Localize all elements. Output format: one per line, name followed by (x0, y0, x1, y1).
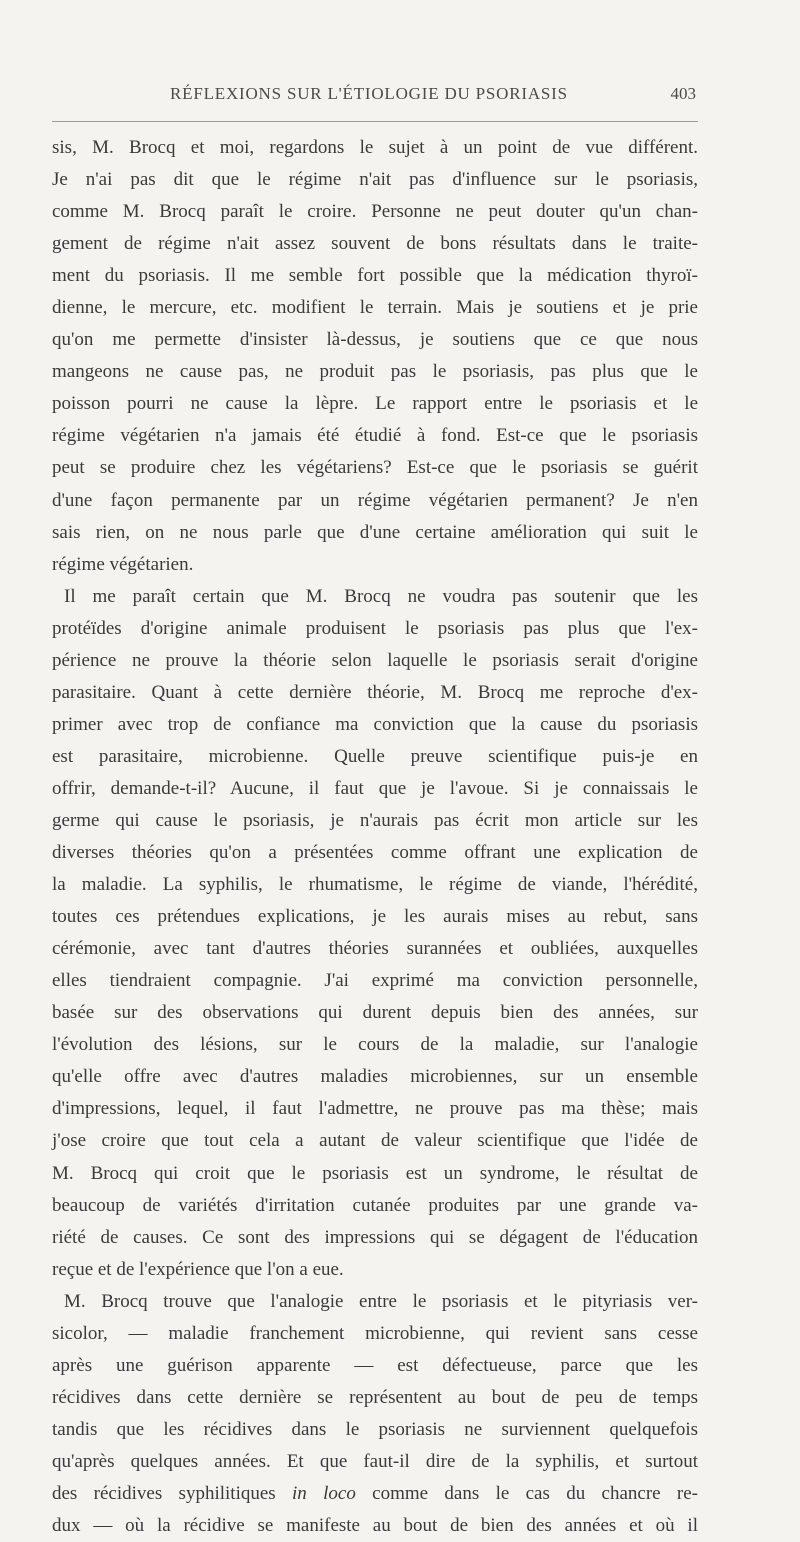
text-line: sais rien, on ne nous parle que d'une certaine amélioration qui suit le (52, 521, 698, 543)
text-line: régime végétarien n'a jamais été étudié à fond. Est-ce que le psoriasis (52, 425, 698, 447)
text-line: Il me paraît certain que M. Brocq ne voudra pas soutenir que les (64, 585, 698, 607)
text-line: tandis que les récidives dans le psoriasis ne surviennent quelquefois (52, 1418, 698, 1440)
text-line: des récidives syphilitiques in loco comme dans le cas du chancre re- (52, 1482, 699, 1504)
running-header (170, 84, 696, 112)
text-line: qu'après quelques années. Et que faut-il dire de la syphilis, et surtout (52, 1450, 698, 1472)
page-number: 403 (670, 84, 696, 103)
text-line: j'ose croire que tout cela a autant de valeur scientifique que l'idée de (52, 1130, 698, 1152)
text-line: périence ne prouve la théorie selon laquelle le psoriasis serait d'origine (52, 649, 698, 671)
running-title: RÉFLEXIONS SUR L'ÉTIOLOGIE DU PSORIASIS (170, 84, 568, 103)
text-line: basée sur des observations qui durent depuis bien des années, sur (52, 1002, 698, 1024)
text-line: poisson pourri ne cause la lèpre. Le rapport entre le psoriasis et le (52, 393, 698, 415)
text-line: dienne, le mercure, etc. modifient le terrain. Mais je soutiens et je prie (52, 297, 698, 319)
text-line: qu'elle offre avec d'autres maladies microbiennes, sur un ensemble (52, 1066, 698, 1088)
text-line: sis, M. Brocq et moi, regardons le sujet à un point de vue différent. (52, 137, 698, 158)
text-line: protéïdes d'origine animale produisent le psoriasis pas plus que l'ex- (52, 617, 698, 639)
body-text (52, 132, 698, 1542)
text-line: récidives dans cette dernière se représentent au bout de peu de temps (52, 1386, 698, 1408)
text-line: sicolor, — maladie franchement microbienne, qui revient sans cesse (52, 1322, 698, 1344)
text-line: l'évolution des lésions, sur le cours de la maladie, sur l'analogie (52, 1034, 698, 1056)
text-line: après une guérison apparente — est défectueuse, parce que les (52, 1354, 698, 1376)
text-line: d'impressions, lequel, il faut l'admettre, ne prouve pas ma thèse; mais (52, 1098, 698, 1120)
text-line: d'une façon permanente par un régime végétarien permanent? Je n'en (52, 489, 698, 511)
text-line: elles tiendraient compagnie. J'ai exprimé ma conviction personnelle, (52, 970, 698, 992)
text-line: dux — où la récidive se manifeste au bout de bien des années et où il (52, 1515, 698, 1537)
text-line: est parasitaire, microbienne. Quelle preuve scientifique puis-je en (52, 745, 698, 767)
text-line: offrir, demande-t-il? Aucune, il faut que je l'avoue. Si je connaissais le (52, 777, 698, 799)
text-line: peut se produire chez les végétariens? Est-ce que le psoriasis se guérit (52, 457, 698, 479)
text-line: M. Brocq trouve que l'analogie entre le psoriasis et le pityriasis ver- (64, 1290, 698, 1312)
text-line: toutes ces prétendues explications, je les aurais mises au rebut, sans (52, 906, 698, 928)
text-line: M. Brocq qui croit que le psoriasis est un syndrome, le résultat de (52, 1162, 698, 1184)
text-line: diverses théories qu'on a présentées comme offrant une explication de (52, 842, 698, 864)
header-rule (52, 121, 698, 122)
text-line: la maladie. La syphilis, le rhumatisme, le régime de viande, l'hérédité, (52, 874, 698, 896)
text-line: parasitaire. Quant à cette dernière théorie, M. Brocq me reproche d'ex- (52, 681, 698, 703)
italic-phrase: in loco (292, 1482, 356, 1504)
text-line: reçue et de l'expérience que l'on a eue. (52, 1258, 344, 1280)
text-line: mangeons ne cause pas, ne produit pas le psoriasis, pas plus que le (52, 361, 698, 383)
text-line: primer avec trop de confiance ma conviction que la cause du psoriasis (52, 713, 698, 735)
text-line: riété de causes. Ce sont des impressions qui se dégagent de l'éducation (52, 1226, 698, 1248)
text-line: régime végétarien. (52, 553, 194, 575)
text-line: germe qui cause le psoriasis, je n'aurais pas écrit mon article sur les (52, 809, 698, 831)
text-line: qu'on me permette d'insister là-dessus, je soutiens que ce que nous (52, 329, 698, 351)
text-line: Je n'ai pas dit que le régime n'ait pas d'influence sur le psoriasis, (52, 169, 698, 191)
text-line: beaucoup de variétés d'irritation cutanée produites par une grande va- (52, 1194, 698, 1216)
text-line: comme M. Brocq paraît le croire. Personne ne peut douter qu'un chan- (52, 201, 698, 223)
text-line: gement de régime n'ait assez souvent de bons résultats dans le traite- (52, 233, 698, 255)
text-line: ment du psoriasis. Il me semble fort possible que la médication thyroï- (52, 265, 698, 287)
text-line: cérémonie, avec tant d'autres théories surannées et oubliées, auxquelles (52, 938, 698, 960)
